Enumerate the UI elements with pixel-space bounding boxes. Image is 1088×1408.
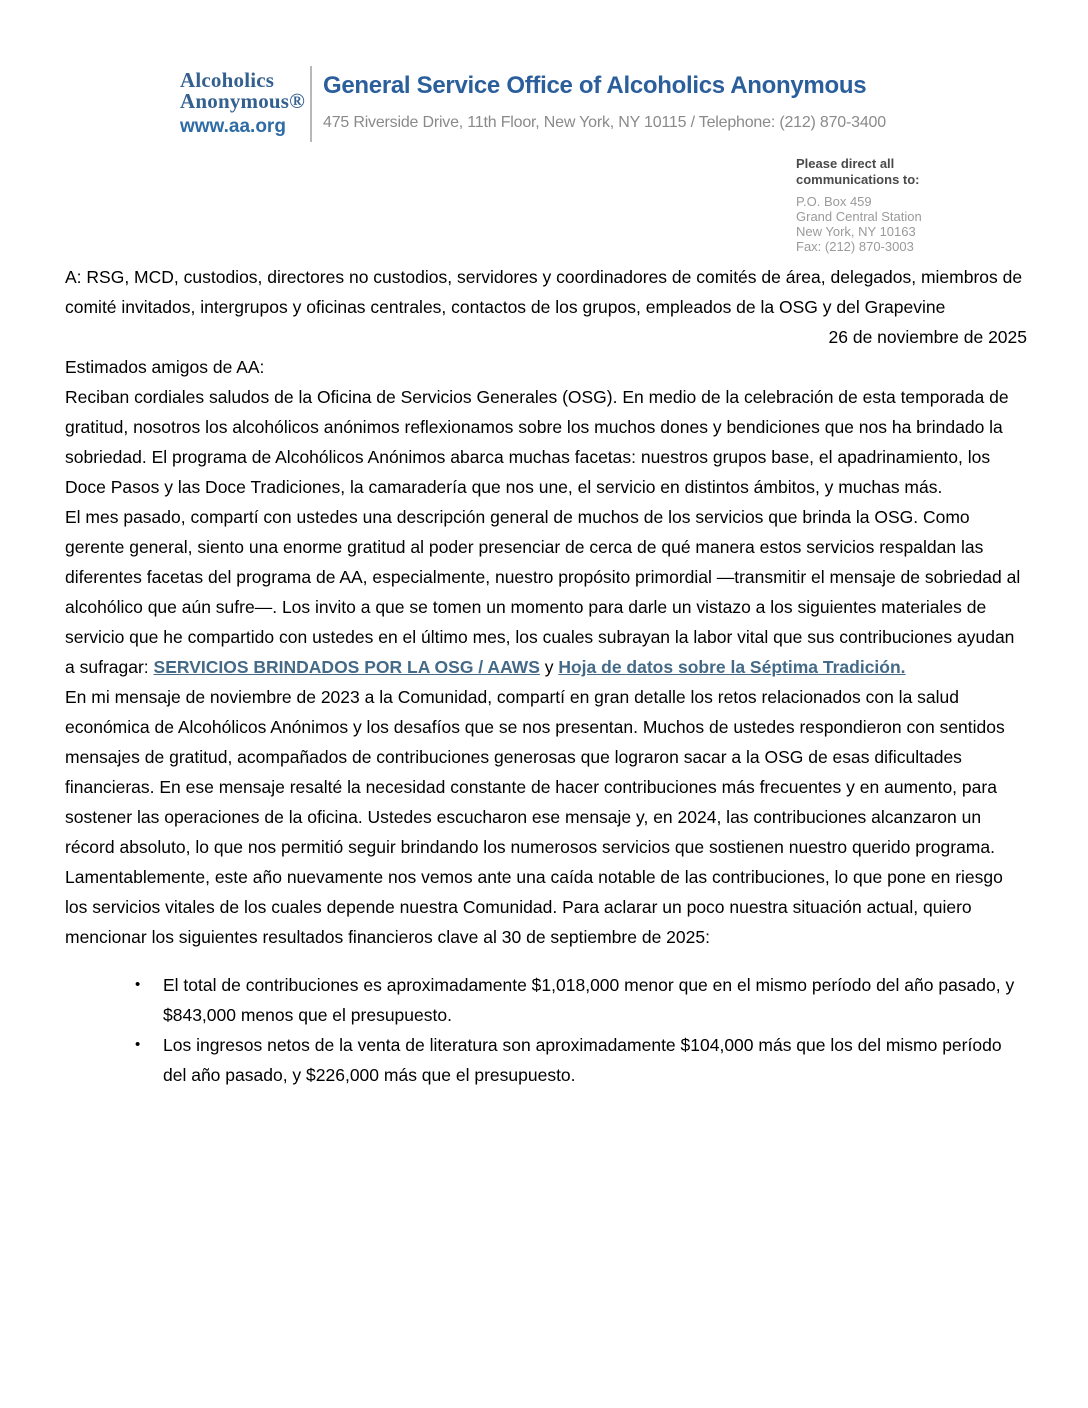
- communications-heading: [796, 156, 1036, 188]
- communications-box: [796, 156, 1036, 254]
- paragraph-current-situation: Lamentablemente, este año nuevamente nos vemos ante una caída notable de las contribuciones, lo que pone en riesgo los servicios vitales de los cuales depende nuestra Comunidad. Para aclarar un poco nuestra situación actual, quiero mencionar los siguientes resultados financieros clave al 30 de septiembre de 2025:: [65, 867, 1003, 947]
- link-connector-text: y: [539, 657, 559, 677]
- link-seventh-tradition-factsheet[interactable]: Hoja de datos sobre la Séptima Tradición.: [558, 657, 906, 677]
- aa-website-text: www.aa.org: [180, 116, 286, 137]
- aa-logo-line1: Alcoholics: [180, 68, 275, 92]
- fax-line: Fax: (212) 870-3003: [796, 239, 914, 254]
- office-address: 475 Riverside Drive, 11th Floor, New York, NY 10115 / Telephone: (212) 870-3400: [323, 114, 886, 131]
- letter-date: 26 de noviembre de 2025: [828, 327, 1027, 347]
- communications-heading-line1: Please direct all: [796, 156, 895, 171]
- aa-logo: [180, 70, 305, 112]
- communications-heading-line2: communications to:: [796, 172, 920, 187]
- office-title: General Service Office of Alcoholics Anonymous: [323, 72, 867, 99]
- link-services-osg-aaws[interactable]: SERVICIOS BRINDADOS POR LA OSG / AAWS: [153, 657, 540, 677]
- communications-address: [796, 194, 1036, 254]
- aa-logo-line2: Anonymous®: [180, 89, 306, 113]
- paragraph-services: [65, 502, 1027, 682]
- city-line: New York, NY 10163: [796, 224, 916, 239]
- po-box-line: P.O. Box 459: [796, 194, 872, 209]
- salutation: Estimados amigos de AA:: [65, 357, 265, 377]
- paragraph-services-text: El mes pasado, compartí con ustedes una descripción general de muchos de los servicios que brinda la OSG. Como gerente general, siento una enorme gratitud al poder presenciar de cerca de qué manera estos servicios respaldan las diferentes facetas del programa de AA, especialmente, nuestro propósito primordial —transmitir el mensaje de sobriedad al alcohólico que aún sufre—. Los invito a que se tomen un momento para darle un vistazo a los siguientes materiales de servicio que he compartido con ustedes en el último mes, los cuales subrayan la labor vital que sus contribuciones ayudan a sufragar:: [65, 507, 1021, 677]
- financial-results-list: [65, 970, 1027, 1090]
- station-line: Grand Central Station: [796, 209, 922, 224]
- letterhead-divider: [310, 66, 312, 142]
- recipients-line: A: RSG, MCD, custodios, directores no custodios, servidores y coordinadores de comités de área, delegados, miembros de comité invitados, intergrupos y oficinas centrales, contactos de los grupos, empleados de la OSG y del Grapevine: [65, 267, 1023, 317]
- letter-body: [65, 262, 1027, 1090]
- bullet-literature-income: • Los ingresos netos de la venta de literatura son aproximadamente $104,000 más que los del mismo período del año pasado, y $226,000 más que el presupuesto.: [163, 1030, 1027, 1090]
- bullet-contributions: • El total de contribuciones es aproximadamente $1,018,000 menor que en el mismo período del año pasado, y $843,000 menos que el presupuesto.: [163, 970, 1027, 1030]
- paragraph-greeting: Reciban cordiales saludos de la Oficina de Servicios Generales (OSG). En medio de la celebración de esta temporada de gratitud, nosotros los alcohólicos anónimos reflexionamos sobre los muchos dones y bendiciones que nos ha brindado la sobriedad. El programa de Alcohólicos Anónimos abarca muchas facetas: nuestros grupos base, el apadrinamiento, los Doce Pasos y las Doce Tradiciones, la camaradería que nos une, el servicio en distintos ámbitos, y muchas más.: [65, 387, 1009, 497]
- paragraph-2023-message: En mi mensaje de noviembre de 2023 a la Comunidad, compartí en gran detalle los retos relacionados con la salud económica de Alcohólicos Anónimos y los desafíos que se nos presentan. Muchos de ustedes respondieron con sentidos mensajes de gratitud, acompañados de contribuciones generosas que lograron sacar a la OSG de esas dificultades financieras. En ese mensaje resalté la necesidad constante de hacer contribuciones más frecuentes y en aumento, para sostener las operaciones de la oficina. Ustedes escucharon ese mensaje y, en 2024, las contribuciones alcanzaron un récord absoluto, lo que nos permitió seguir brindando los numerosos servicios que sostienen nuestro querido programa.: [65, 687, 1005, 857]
